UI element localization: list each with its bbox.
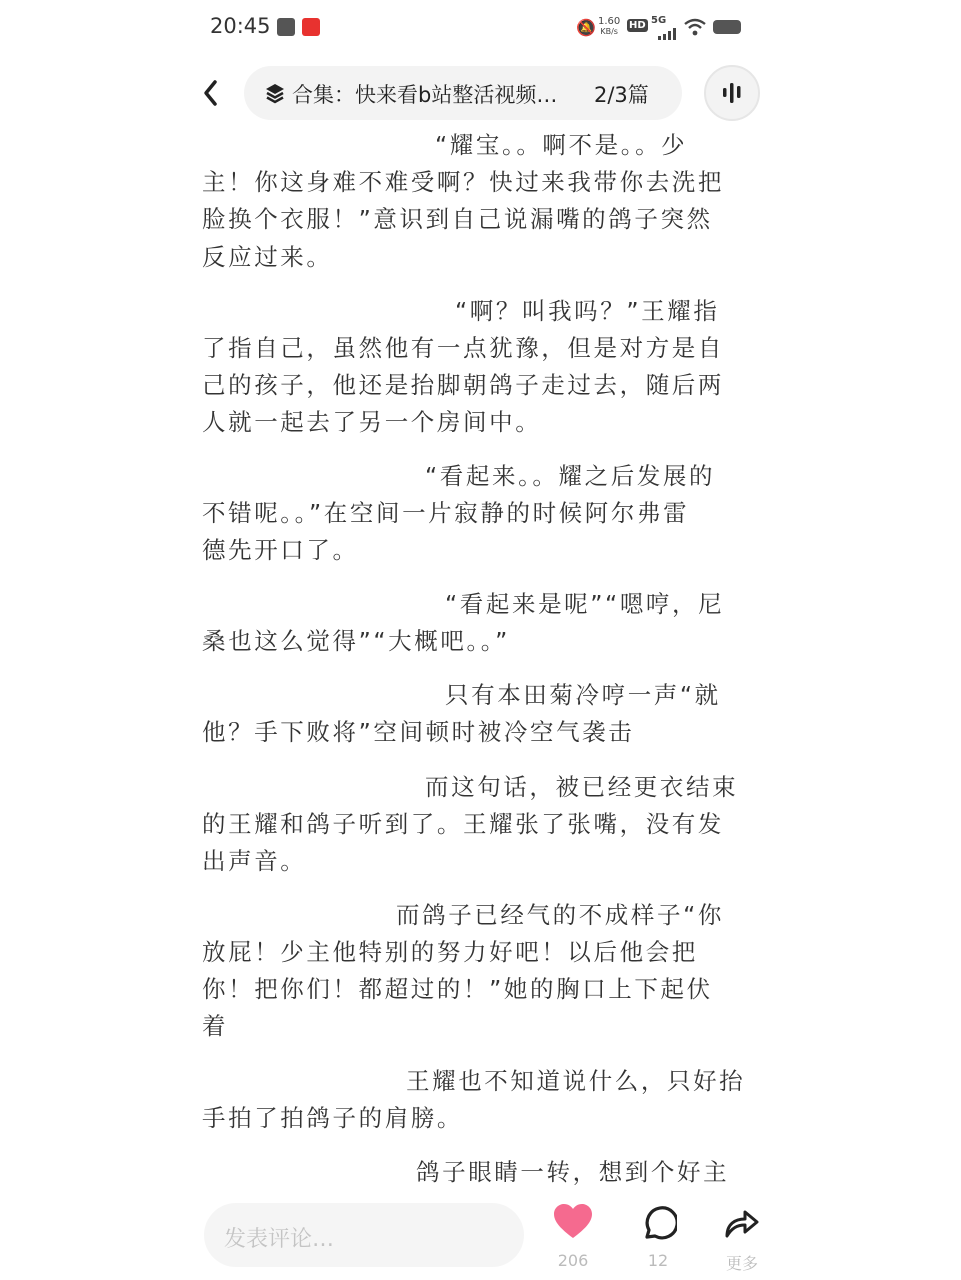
music-app-icon [302, 18, 320, 36]
comment-button[interactable] [639, 1204, 677, 1246]
audio-button[interactable] [704, 65, 760, 121]
paragraph-line: 己的孩子，他还是抬脚朝鸽子走过去，随后两 [202, 371, 724, 399]
hd-badge: HD [629, 20, 646, 31]
paragraph-line: 的王耀和鸽子听到了。王耀张了张嘴，没有发 [202, 810, 724, 838]
paragraph-line: 只有本田菊冷哼一声“就 [445, 681, 721, 709]
network-speed: 1.60 [598, 16, 621, 27]
paragraph-line: 鸽子眼睛一转，想到个好主 [416, 1158, 730, 1186]
battery-icon [713, 20, 741, 34]
share-button[interactable] [723, 1206, 761, 1244]
paragraph-line: 他？手下败将”空间顿时被冷空气袭击 [202, 718, 635, 746]
status-time: 20:45 [210, 14, 271, 38]
collection-title[interactable]: 合集：快来看b站整活视频… [292, 83, 558, 107]
comment-count: 12 [647, 1251, 669, 1270]
network-unit: KB/s [600, 27, 618, 36]
layers-icon [264, 82, 286, 108]
signal-label: 5G [651, 15, 667, 26]
comment-placeholder: 发表评论… [224, 1227, 335, 1252]
more-label: 更多 [725, 1254, 758, 1273]
share-arrow-icon [723, 1206, 761, 1240]
paragraph-line: “看起来是呢”“嗯哼，尼 [445, 590, 725, 618]
paragraph-line: 德先开口了。 [202, 536, 359, 564]
paragraph-line: 脸换个衣服！”意识到自己说漏嘴的鸽子突然 [202, 205, 713, 233]
comment-bubble-icon [639, 1204, 677, 1242]
paragraph-line: 而鸽子已经气的不成样子“你 [396, 901, 724, 929]
wifi-icon [684, 18, 706, 40]
collection-count: 2/3篇 [594, 83, 649, 107]
like-count: 206 [557, 1251, 589, 1270]
paragraph-line: 王耀也不知道说什么，只好抬 [406, 1067, 746, 1095]
heart-icon [553, 1204, 593, 1240]
chevron-left-icon [200, 78, 222, 108]
app-notification-icon [277, 18, 295, 36]
paragraph-line: 着 [202, 1012, 229, 1040]
like-button[interactable] [553, 1204, 593, 1244]
paragraph-line: “啊？叫我吗？”王耀指 [455, 297, 720, 325]
paragraph-line: 桑也这么觉得”“大概吧。。” [202, 627, 510, 655]
paragraph-line: 而这句话，被已经更衣结束 [425, 773, 739, 801]
paragraph-line: 出声音。 [202, 847, 307, 875]
mute-bell-icon: 🔕 [576, 18, 596, 37]
paragraph-line: 你！把你们！都超过的！”她的胸口上下起伏 [202, 975, 713, 1003]
paragraph-line: 了指自己，虽然他有一点犹豫，但是对方是自 [202, 334, 724, 362]
signal-icon [658, 25, 678, 44]
paragraph-line: 手拍了拍鸽子的肩膀。 [202, 1104, 463, 1132]
paragraph-line: 放屁！少主他特别的努力好吧！以后他会把 [202, 938, 698, 966]
paragraph-line: 反应过来。 [202, 243, 333, 271]
paragraph-line: “看起来。。耀之后发展的 [425, 462, 716, 490]
paragraph-line: “耀宝。。啊不是。。少 [435, 131, 688, 159]
back-button[interactable] [200, 78, 222, 112]
paragraph-line: 人就一起去了另一个房间中。 [202, 408, 542, 436]
paragraph-line: 主！你这身难不难受啊？快过来我带你去洗把 [202, 168, 724, 196]
paragraph-line: 不错呢。。”在空间一片寂静的时候阿尔弗雷 [202, 499, 690, 527]
audio-bars-icon [706, 67, 758, 119]
